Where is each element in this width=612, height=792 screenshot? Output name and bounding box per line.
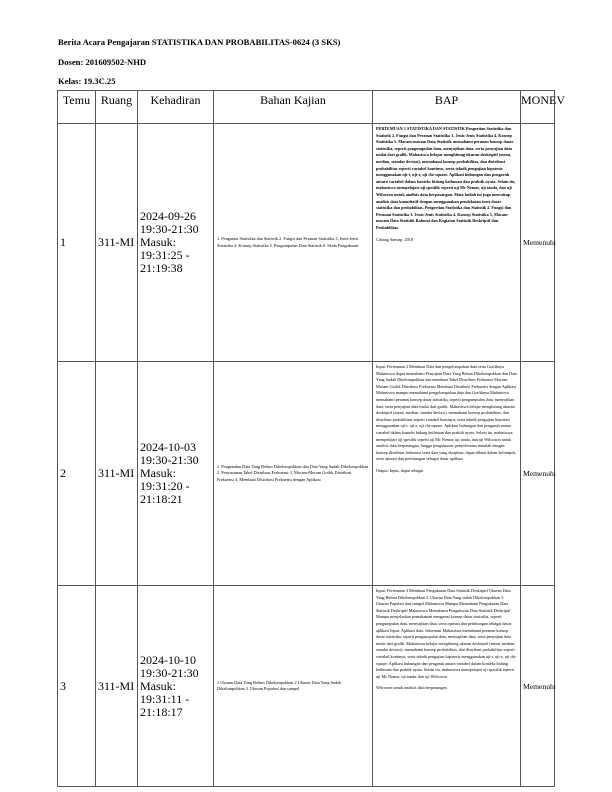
kehadiran-masuk-label: Masuk: bbox=[140, 678, 176, 693]
column-header-temu: Temu bbox=[58, 91, 96, 124]
bap-closing: Wilcoxon untuk analisis data berpasangan. bbox=[376, 685, 448, 691]
column-header-bap: BAP bbox=[373, 91, 521, 124]
table-row bbox=[58, 124, 555, 362]
table-row bbox=[58, 586, 555, 787]
kehadiran-out-time: 21:18:17 bbox=[140, 704, 183, 719]
cell-bap bbox=[373, 362, 521, 586]
cell-bahan-kajian: 1. Pengantar Statistika dan Statistik 2. Fungsi dan Peranan Statistika 3. Jenis-Jenis Statistika 4. Konsep Statistika 5. Pengumpulan Data Statistik 6. Skala Pengukuran bbox=[214, 124, 373, 362]
table-row bbox=[58, 362, 555, 586]
kehadiran-schedule: 19:30-21:30 bbox=[140, 453, 199, 467]
kehadiran-schedule: 19:30-21:30 bbox=[140, 665, 199, 680]
cell-temu: 2 bbox=[58, 362, 96, 586]
kehadiran-date: 2024-09-26 bbox=[140, 209, 196, 223]
cell-kehadiran bbox=[138, 586, 214, 787]
cell-kehadiran bbox=[138, 124, 214, 362]
cell-kehadiran bbox=[138, 362, 214, 586]
cell-temu: 3 bbox=[58, 586, 96, 787]
bap-output: Output: Input, dapat sebagai bbox=[376, 467, 424, 473]
cell-bahan-kajian: 1 Ukuran Data Yang Belum Dikelompokkan 2 Ukuran Data Yang Sudah Dikelompokkan 3. Ukuran Populasi dan sampel bbox=[214, 586, 373, 787]
table-header-row bbox=[58, 91, 555, 124]
kelas-label: Kelas: 19.3C.25 bbox=[58, 76, 116, 86]
bap-text: PERTEMUAN 1 STATISTIKA DAN STATISTIK Pengertian Statistika dan Statistik 2. Fungsi dan Peranan Statistika 3. Jenis-Jenis Statistika 4. Konsep Statistika 5. Macam-macam Data Statistik memahami peranan konsep dasar statistika, seperti pengumpulan data, menyajikan data, serta penyajian data mulai dari grafik. Mahasiswa belajar menghitung ukuran deskriptif (mean, median, standar deviasi), memahami konsep probabilitas, dan distribusi probabilitas seperti variabel kontinyu, serta teknik pengujian hipotesis menggunakan uji-t, uji-z, uji chi-square. Aplikasi hubungan dan pengaruh antara variabel dalam konteks bidang keilmuan dan praktik nyata. Selain itu, mahasiswa mempelajari uji spesifik seperti uji Mc Nemar, uji tanda, dan uji Wilcoxon untuk analisis data berpasangan. Mata kuliah ini juga mencakup analisis data kuantitatif dengan menggunakan pendekatan teori dasar statistika dan probabilitas. Pengertian Statistika dan Statistik 2. Fungsi dan Peranan Statistika 3. Jenis-Jenis Statistika 4. Konsep Statistika 5. Macam-macam Data Statistik Rahmat dan Kegiatan Statistik Deskriptif dan Probabilitas. bbox=[376, 126, 516, 230]
kehadiran-date: 2024-10-10 bbox=[140, 652, 196, 667]
kehadiran-masuk-label: Masuk: bbox=[140, 235, 176, 249]
bap-reference: Cabang Sunyap, 2018 bbox=[376, 236, 413, 242]
document-title: Berita Acara Pengajaran STATISTIKA DAN PROBABILITAS-0624 (3 SKS) bbox=[58, 37, 341, 47]
kehadiran-date: 2024-10-03 bbox=[140, 440, 196, 454]
cell-ruang: 311-MI bbox=[96, 586, 138, 787]
kehadiran-in-time: 19:31:25 - bbox=[140, 248, 190, 262]
bap-text: Input: Pertemuan 3 Membuat Pengukuran Data Statistik Deskriptif Ukuran Data Yang Belum Dikelompokkan 2. Ukuran Data Yang sudah Dikelompokkan 3. Ukuran Populasi dan sampel Mahasiswa Mampu Memahami Pengukuran Data Statistik Deskriptif Mahasiswa Memahami Pengukuran Data Statistik Deskriptif Mampu menjelaskan pemahaman mengenai konsep dasar statistika, seperti pengumpulan data, menyajikan data, serta operasi dan perhitungan sebagai dasar aplikasi Input: Aplikasi data. Informasi Mahasiswa memahami peranan konsep dasar statistika, seperti pengumpulan data, menyajikan data, serta penyajian data mulai dari grafik. Mahasiswa belajar menghitung ukuran deskriptif (mean, median, standar deviasi), memahami konsep probabilitas, dan distribusi probabilitas seperti variabel kontinyu, serta teknik pengujian hipotesis menggunakan uji-t, uji-z, uji chi-square. Aplikasi hubungan dan pengaruh antara variabel dalam konteks bidang keilmuan dan praktik nyata. Selain itu, mahasiswa mempelajari uji spesifik seperti uji Mc Nemar, uji tanda, dan uji Wilcoxon bbox=[376, 588, 517, 679]
kehadiran-schedule: 19:30-21:30 bbox=[140, 222, 199, 236]
bap-table bbox=[57, 90, 565, 787]
cell-bap bbox=[373, 586, 521, 787]
cell-monev: Memenuhi bbox=[521, 362, 555, 586]
cell-ruang: 311-MI bbox=[96, 362, 138, 586]
bap-text: Input: Pertemuan 2 Membuat Data dan pengelompokan data serta Grafiknya Mahasiswa dapat memahami Penyajian Data Yang Belum Dikelompokkan dan Data Yang Sudah Dikelompokkan dan membuat Tabel Distribusi Frekuensi Macam-Macam Grafik Distribusi Frekuensi Membuat Distribusi Frekuensi dengan Aplikasi Mahasiswa mampu memahami pengelompokan data dan Grafiknya Mahasiswa memahami peranan konsep dasar statistika, seperti pengumpulan data, menyajikan data, serta penyajian data mulai dari grafik. Mahasiswa belajar menghitung ukuran deskriptif (mean, median, standar deviasi), memahami konsep probabilitas, dan distribusi probabilitas seperti variabel kontinyu, serta teknik pengujian hipotesis menggunakan uji-t, uji-z, uji chi-square. Aplikasi hubungan dan pengaruh antara variabel dalam konteks bidang keilmuan dan praktik nyata. Selain itu, mahasiswa mempelajari uji spesifik seperti uji Mc Nemar, uji tanda, dan uji Wilcoxon untuk analisis data berpasangan, hingga pengukuran, penyelesaian masalah dengan konsep distribusi frekuensi serta data yang disajikan, dapat dibuat dalam kelompok, serta operasi dan perhitungan sebagai dasar aplikasi bbox=[376, 364, 517, 462]
cell-ruang: 311-MI bbox=[96, 124, 138, 362]
kehadiran-in-time: 19:31:20 - bbox=[140, 479, 190, 493]
column-header-ruang: Ruang bbox=[96, 91, 138, 124]
kehadiran-out-time: 21:18:21 bbox=[140, 492, 183, 506]
cell-bahan-kajian: 1. Pengenalan Data Yang Belum Dikelompokkan dan Data Yang Sudah Dikelompokkan 2. Penyusunan Tabel Distribusi Frekuensi 3. Macam-Macam Grafik Distribusi Frekuensi 4. Membuat Distribusi Frekuensi dengan Aplikasi bbox=[214, 362, 373, 586]
cell-temu: 1 bbox=[58, 124, 96, 362]
cell-monev: Memenuhi bbox=[521, 124, 555, 362]
column-header-bahan-kajian: Bahan Kajian bbox=[214, 91, 373, 124]
cell-monev: Memenuhi bbox=[521, 586, 555, 787]
cell-bap bbox=[373, 124, 521, 362]
dosen-label: Dosen: 201609502-NHD bbox=[58, 57, 147, 67]
column-header-kehadiran: Kehadiran bbox=[138, 91, 214, 124]
kehadiran-masuk-label: Masuk: bbox=[140, 466, 176, 480]
kehadiran-out-time: 21:19:38 bbox=[140, 261, 183, 275]
kehadiran-in-time: 19:31:11 - bbox=[140, 691, 190, 706]
column-header-monev: MONEV bbox=[521, 91, 555, 124]
